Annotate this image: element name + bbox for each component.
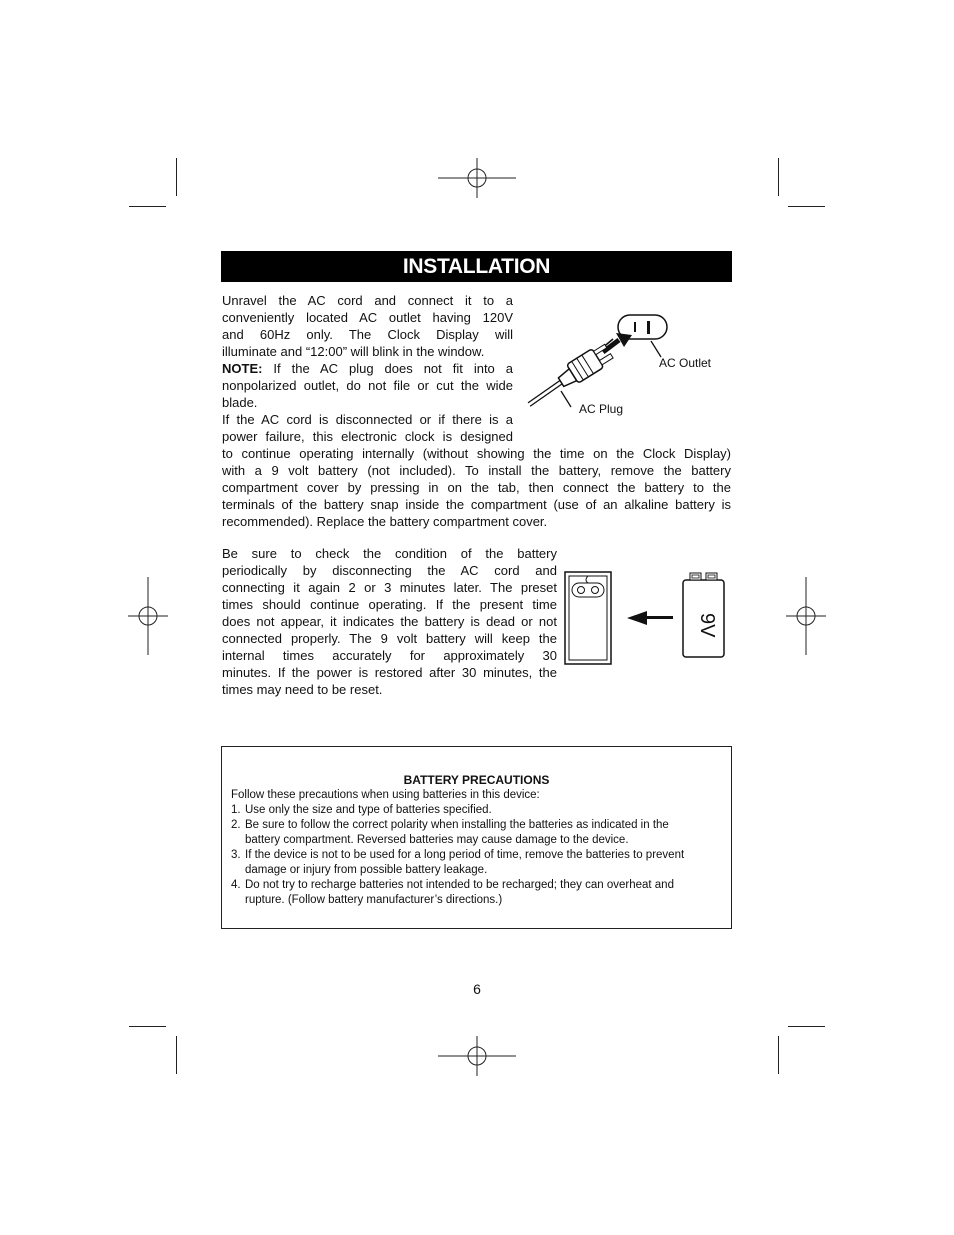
battery-compartment-icon	[565, 572, 611, 664]
crop-mark-bottom-left-vertical	[176, 1036, 177, 1074]
crop-mark-top-left-horizontal	[129, 206, 166, 207]
ac-instructions-narrow	[222, 292, 513, 445]
note-line	[222, 360, 513, 377]
text-line: times should continue operating. If the present time	[222, 597, 557, 612]
registration-mark-top	[438, 158, 516, 198]
text-line: connecting it again 2 or 3 minutes later. The preset	[222, 580, 557, 595]
insert-battery-arrow-icon	[627, 611, 673, 625]
text-line: blade.	[222, 395, 258, 410]
insert-arrow-icon	[601, 333, 632, 352]
text-line: illuminate and “12:00” will blink in the window.	[222, 344, 485, 359]
battery-voltage-label: 9V	[696, 613, 718, 638]
precaution-line: Do not try to recharge batteries not intended to be recharged; they can overheat and	[245, 879, 674, 891]
ac-plug-label: AC Plug	[579, 402, 624, 416]
text-line: compartment cover by pressing in on the tab, then connect the battery to the	[222, 480, 731, 495]
precaution-line: battery compartment. Reversed batteries may cause damage to the device.	[245, 834, 629, 846]
crop-mark-bottom-right-vertical	[778, 1036, 779, 1074]
precaution-number: 2.	[231, 819, 241, 831]
text-line: periodically by disconnecting the AC cord and	[222, 563, 557, 578]
crop-mark-top-right-vertical	[778, 158, 779, 196]
text-line: minutes. If the power is restored after 30 minutes, the	[222, 665, 557, 680]
text-line: If the AC cord is disconnected or if there is a	[222, 412, 513, 427]
text-line: connected properly. The 9 volt battery will keep the	[222, 631, 557, 646]
text-line: to continue operating internally (without showing the time on the Clock Display)	[222, 446, 731, 461]
crop-mark-bottom-right-horizontal	[788, 1026, 825, 1027]
outlet-leader-line	[651, 341, 661, 357]
plug-leader-line	[561, 391, 571, 407]
precaution-line: If the device is not to be used for a long period of time, remove the batteries to prevent	[245, 849, 685, 861]
text-line: with a 9 volt battery (not included). To install the battery, remove the battery	[222, 463, 731, 478]
page-number: 6	[473, 981, 481, 997]
crop-mark-bottom-left-horizontal	[129, 1026, 166, 1027]
note-text: If the AC plug does not fit into a	[262, 361, 513, 376]
text-line: does not appear, it indicates the battery is dead or not	[222, 614, 557, 629]
precaution-number: 4.	[231, 879, 241, 891]
precaution-line: damage or injury from possible battery leakage.	[245, 864, 488, 876]
precaution-number: 1.	[231, 804, 241, 816]
section-title-bar	[221, 251, 732, 282]
text-line: conveniently located AC outlet having 120V	[222, 310, 513, 325]
registration-mark-left	[128, 577, 168, 655]
text-line: Be sure to check the condition of the battery	[222, 546, 557, 561]
note-label: NOTE:	[222, 361, 263, 376]
text-line: Unravel the AC cord and connect it to a	[222, 293, 513, 308]
crop-mark-top-right-horizontal	[788, 206, 825, 207]
registration-mark-bottom	[438, 1036, 516, 1076]
text-line: terminals of the battery snap inside the compartment (use of an alkaline battery is	[222, 497, 731, 512]
text-line: nonpolarized outlet, do not file or cut the wide	[222, 378, 513, 393]
battery-precautions-box	[221, 746, 732, 929]
ac-outlet-label: AC Outlet	[659, 356, 712, 370]
registration-mark-right	[786, 577, 826, 655]
battery-check-instructions	[222, 545, 557, 698]
text-line: internal times accurately for approximately 30	[222, 648, 557, 663]
text-line: times may need to be reset.	[222, 682, 383, 697]
precaution-line: Be sure to follow the correct polarity when installing the batteries as indicated in the	[245, 819, 669, 831]
section-title: INSTALLATION	[402, 255, 551, 278]
crop-mark-top-left-vertical	[176, 158, 177, 196]
precautions-title: BATTERY PRECAUTIONS	[403, 773, 550, 787]
text-line: power failure, this electronic clock is designed	[222, 429, 513, 444]
text-line: recommended). Replace the battery compartment cover.	[222, 514, 548, 529]
text-line: and 60Hz only. The Clock Display will	[222, 327, 513, 342]
ac-plug-icon	[522, 342, 615, 412]
ac-instructions-wide	[222, 445, 731, 530]
precaution-line: rupture. (Follow battery manufacturer’s directions.)	[245, 894, 503, 906]
precautions-intro: Follow these precautions when using batteries in this device:	[231, 789, 540, 801]
precaution-number: 3.	[231, 849, 241, 861]
precaution-line: Use only the size and type of batteries specified.	[245, 804, 492, 816]
